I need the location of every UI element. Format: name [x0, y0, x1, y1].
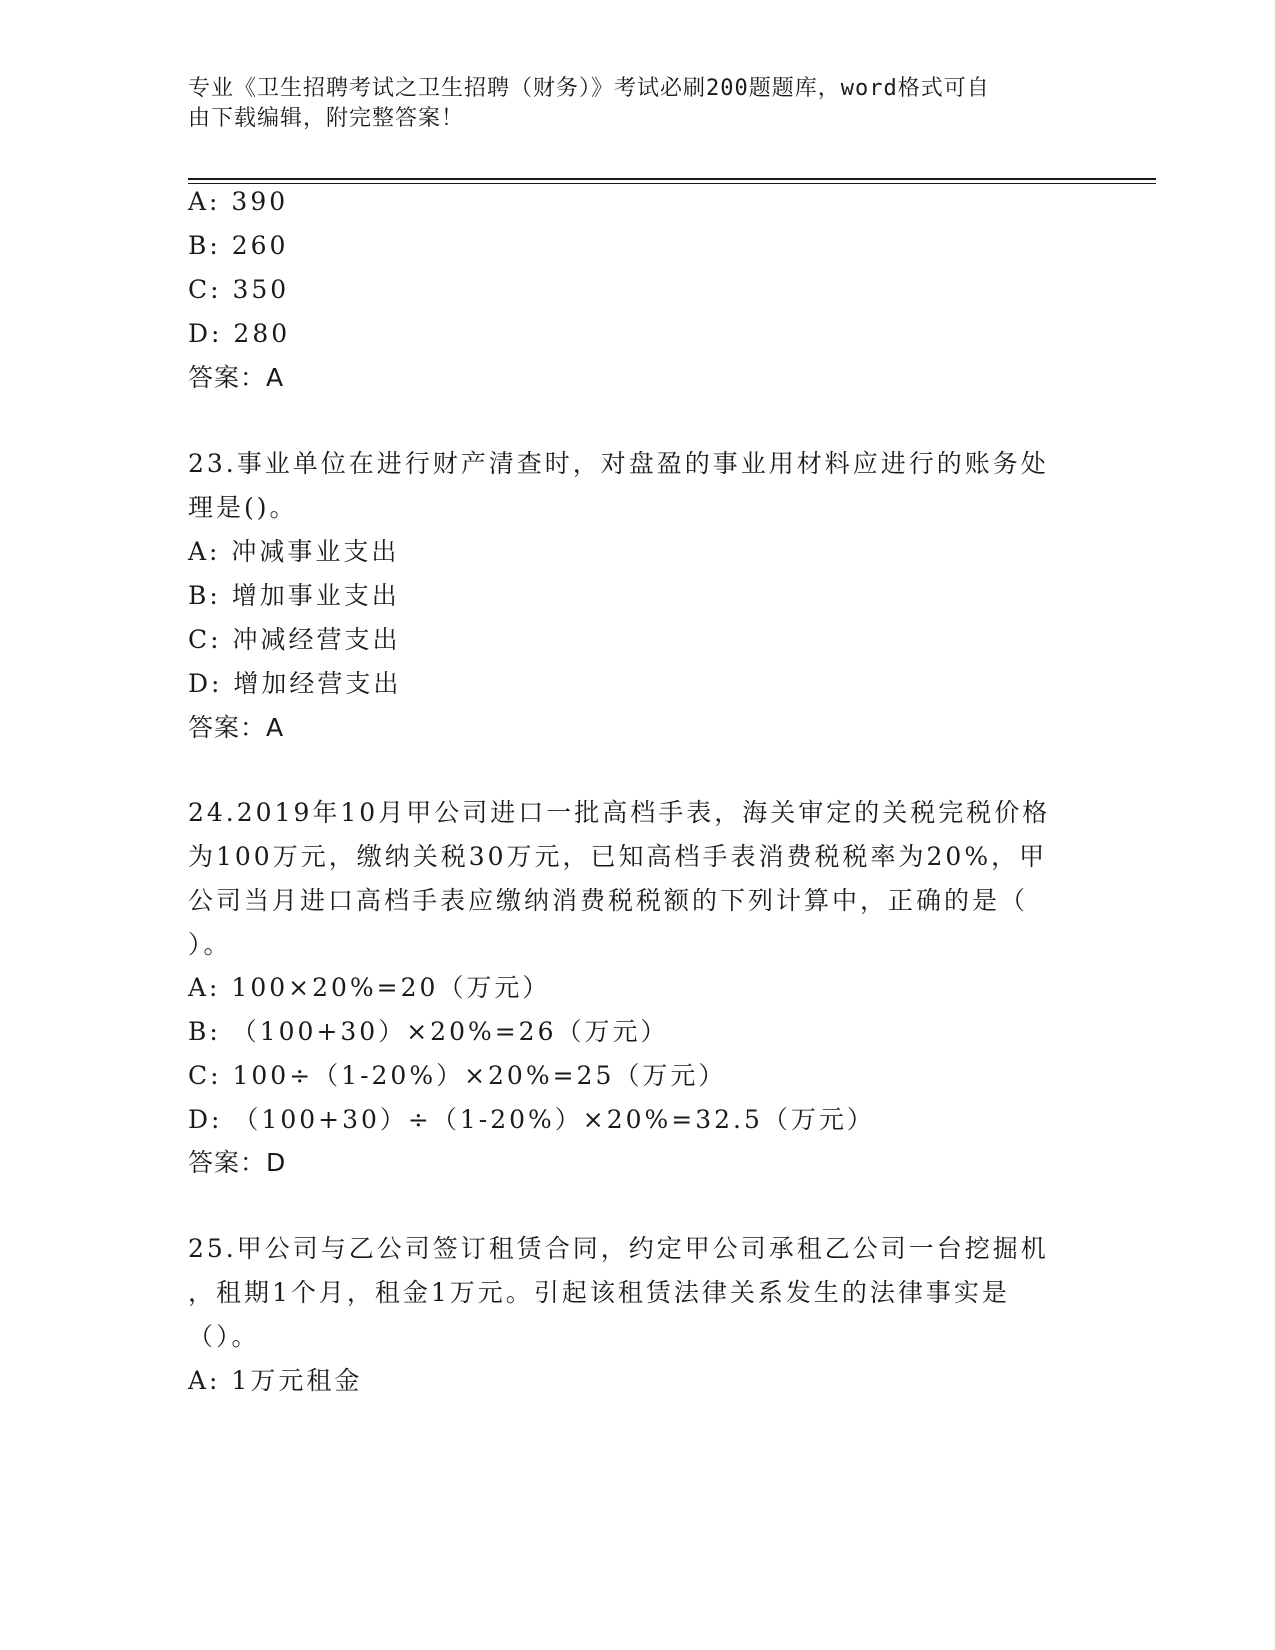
q24-option-c: C: 100÷（1-20%）×20%=25（万元） — [188, 1061, 727, 1090]
q24-stem-line-4: ）。 — [188, 930, 232, 959]
header-divider-thin — [188, 183, 1156, 184]
header-divider-thick — [188, 178, 1156, 180]
q24-stem-line-2: 为100万元，缴纳关税30万元，已知高档手表消费税税率为20%，甲 — [188, 842, 1048, 871]
document-header — [188, 74, 1068, 134]
q24-stem-line-3: 公司当月进口高档手表应缴纳消费税税额的下列计算中，正确的是（ — [188, 886, 1029, 915]
q22-option-a: A: 390 — [188, 187, 289, 216]
q24-option-a: A: 100×20%=20（万元） — [188, 973, 551, 1002]
q25-option-a: A: 1万元租金 — [188, 1366, 363, 1395]
q23-answer: 答案：A — [188, 713, 285, 742]
q22-option-c: C: 350 — [188, 275, 290, 304]
q23-option-c: C: 冲减经营支出 — [188, 625, 401, 654]
q24-answer: 答案：D — [188, 1148, 287, 1177]
q22-option-b: B: 260 — [188, 231, 289, 260]
q25-stem-line-2: ，租期1个月，租金1万元。引起该租赁法律关系发生的法律事实是 — [188, 1278, 1010, 1307]
q24-option-d: D: （100+30）÷（1-20%）×20%=32.5（万元） — [188, 1105, 875, 1134]
q23-option-d: D: 增加经营支出 — [188, 669, 402, 698]
q24-stem-line-1: 24.2019年10月甲公司进口一批高档手表，海关审定的关税完税价格 — [188, 798, 1051, 827]
q24-option-b: B: （100+30）×20%=26（万元） — [188, 1017, 669, 1046]
q23-stem-line-2: 理是()。 — [188, 493, 298, 522]
q22-option-d: D: 280 — [188, 319, 291, 348]
q23-option-b: B: 增加事业支出 — [188, 581, 400, 610]
header-title-line-2: 由下载编辑，附完整答案！ — [188, 106, 465, 131]
q25-stem-line-1: 25.甲公司与乙公司签订租赁合同，约定甲公司承租乙公司一台挖掘机 — [188, 1234, 1049, 1263]
q23-stem-line-1: 23.事业单位在进行财产清查时，对盘盈的事业用材料应进行的账务处 — [188, 449, 1049, 478]
header-title-line-1: 专业《卫生招聘考试之卫生招聘（财务）》考试必刷200题题库，word格式可自 — [188, 76, 990, 101]
q25-stem-line-3: （）。 — [188, 1322, 260, 1351]
q22-answer: 答案：A — [188, 363, 285, 392]
q23-option-a: A: 冲减事业支出 — [188, 537, 400, 566]
